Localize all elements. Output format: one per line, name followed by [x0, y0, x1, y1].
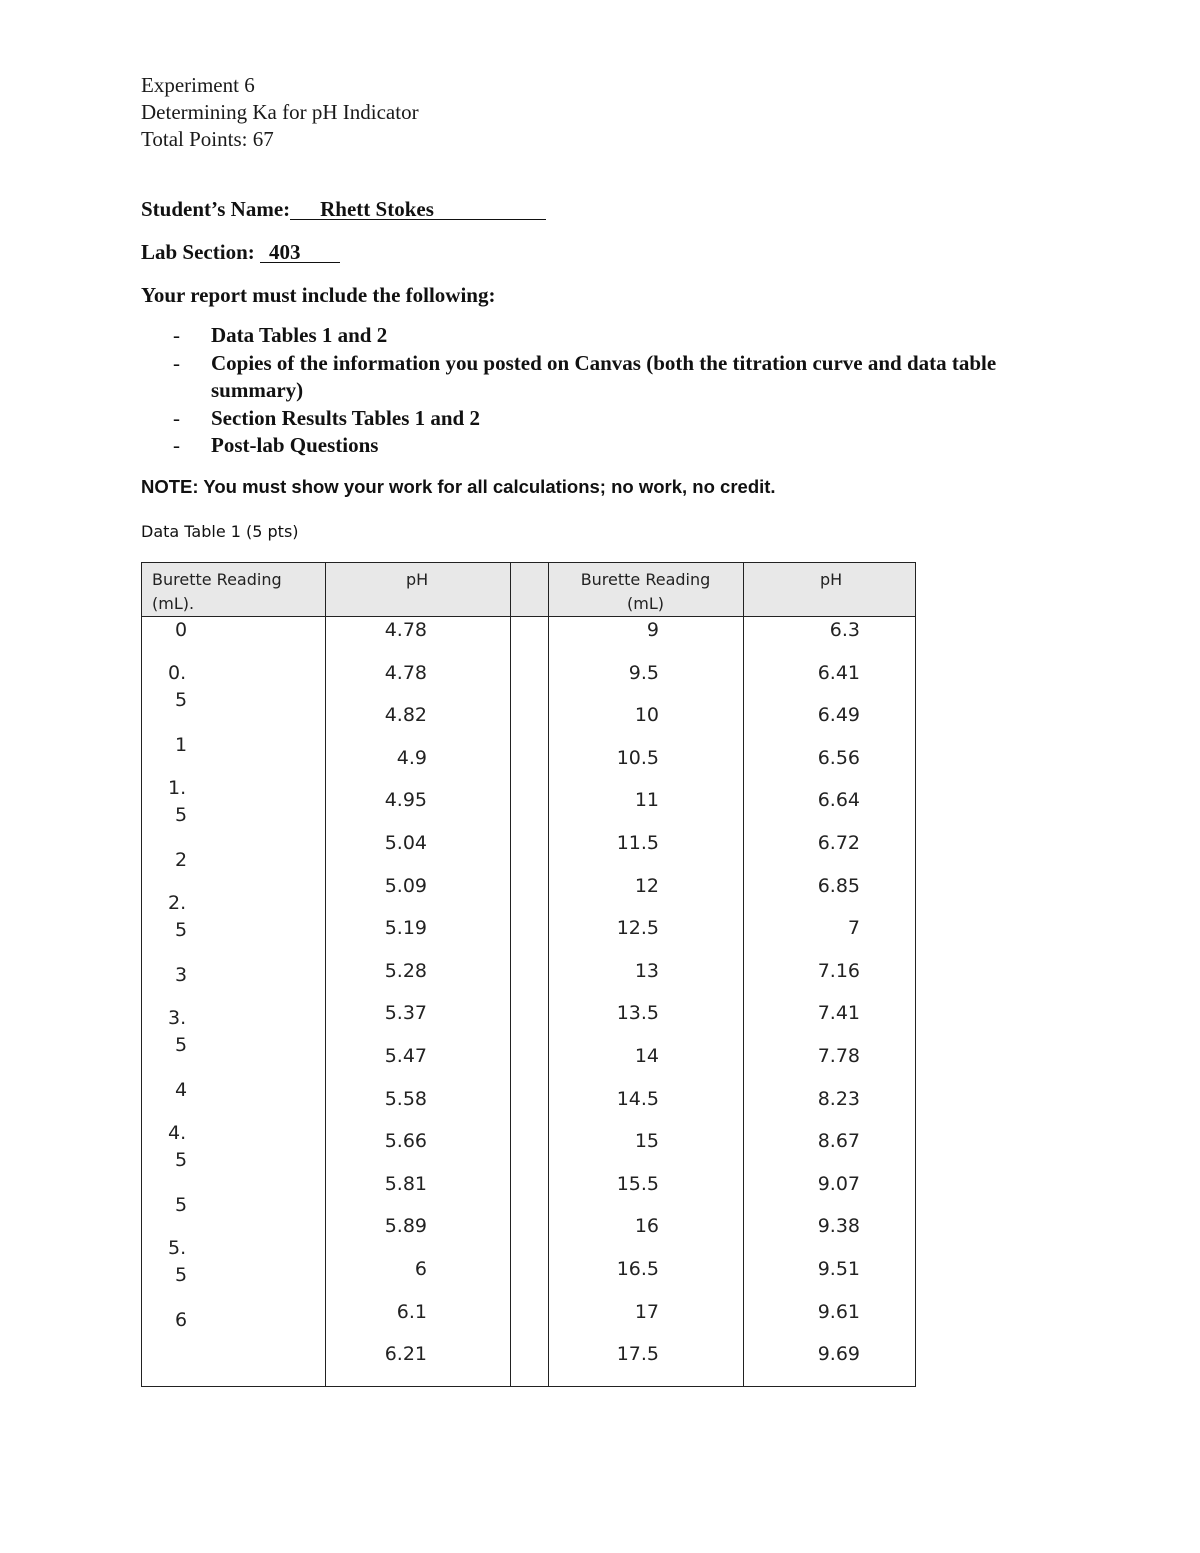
ph-left-cell: 4.78 — [384, 661, 427, 684]
burette-left-cell: 1 — [175, 734, 188, 757]
ph-right-cell: 9.69 — [817, 1343, 860, 1366]
burette-right-cell: 12 — [634, 874, 659, 897]
burette-left-cell: 2. — [168, 891, 187, 914]
lab-section-row — [141, 240, 340, 265]
requirement-text: Copies of the information you posted on Canvas (both the titration curve and data table summary) — [211, 350, 997, 402]
ph-right-cell: 6.3 — [829, 619, 860, 641]
header-ph-right: pH — [820, 570, 843, 589]
student-name-field[interactable] — [290, 199, 546, 220]
requirement-text: Post-lab Questions — [211, 433, 379, 457]
ph-right-cell: 8.67 — [817, 1130, 860, 1153]
ph-left-cell: 6.1 — [396, 1300, 427, 1323]
burette-right-cell: 12.5 — [616, 917, 659, 940]
burette-left-cell: 5 — [175, 1034, 188, 1057]
requirement-text: Section Results Tables 1 and 2 — [211, 405, 480, 430]
student-name-row — [141, 197, 546, 222]
burette-right-cell: 17.5 — [616, 1343, 659, 1366]
lab-section-value: 403 — [269, 240, 301, 264]
ph-left-cell: 6.21 — [384, 1343, 427, 1366]
requirement-text: Data Tables 1 and 2 — [211, 323, 388, 347]
ph-right-cell: 9.07 — [817, 1172, 860, 1195]
lab-section-field[interactable] — [260, 242, 340, 263]
bullet-dash: - — [173, 433, 180, 457]
burette-right-cell: 9 — [646, 619, 659, 641]
burette-right-cell: 16 — [634, 1215, 659, 1238]
ph-right-cell: 6.56 — [817, 746, 860, 769]
requirement-item — [141, 405, 1061, 433]
ph-left-cell: 5.19 — [384, 917, 427, 940]
burette-right-cell: 17 — [634, 1300, 659, 1323]
burette-right-cell: 13.5 — [616, 1002, 659, 1025]
ph-right-cell: 7.78 — [817, 1045, 860, 1067]
ph-right-cell: 7.41 — [817, 1002, 860, 1025]
bullet-dash: - — [173, 350, 180, 375]
burette-left-cell: 3 — [175, 964, 188, 987]
burette-right-cell: 9.5 — [628, 661, 659, 684]
ph-right-cell: 8.23 — [817, 1087, 860, 1110]
burette-left-cell: 5 — [175, 1264, 188, 1287]
bullet-dash: - — [173, 323, 180, 347]
ph-right-cell: 6.64 — [817, 789, 860, 812]
burette-right-cell: 10.5 — [616, 746, 659, 769]
student-name-value: Rhett Stokes — [320, 197, 434, 221]
requirement-item — [141, 432, 1061, 460]
burette-right-cell: 13 — [634, 959, 659, 982]
column-divider — [510, 563, 511, 1386]
ph-left-cell: 5.37 — [384, 1002, 427, 1025]
bullet-dash: - — [173, 405, 180, 430]
header-divider — [142, 616, 915, 617]
total-points: Total Points: 67 — [141, 127, 274, 151]
burette-left-cell: 5 — [175, 1194, 188, 1217]
ph-left-cell: 4.9 — [396, 746, 427, 769]
burette-right-cell: 16.5 — [616, 1258, 659, 1280]
burette-left-cell: 6 — [175, 1309, 188, 1332]
burette-right-cell: 11.5 — [616, 832, 659, 854]
ph-left-cell: 5.28 — [384, 959, 427, 982]
experiment-title: Determining Ka for pH Indicator — [141, 100, 419, 124]
burette-left-cell: 4. — [168, 1121, 187, 1144]
burette-left-cell: 5 — [175, 1149, 188, 1172]
burette-left-cell: 3. — [168, 1006, 187, 1029]
header-burette-right: Burette Reading (mL) — [580, 570, 711, 613]
ph-right-cell: 6.41 — [817, 661, 860, 684]
requirement-item — [141, 350, 1061, 405]
ph-right-cell: 6.49 — [817, 704, 860, 727]
burette-right-cell: 10 — [634, 704, 659, 727]
burette-right-cell: 14.5 — [616, 1087, 659, 1110]
ph-left-cell: 4.95 — [384, 789, 427, 812]
column-divider — [743, 563, 744, 1386]
burette-left-cell: 2 — [175, 849, 188, 872]
student-name-label: Student’s Name: — [141, 197, 291, 221]
burette-left-cell: 1. — [168, 776, 187, 799]
ph-left-cell: 5.58 — [384, 1087, 427, 1110]
ph-left-cell: 4.82 — [384, 704, 427, 727]
data-table-1 — [141, 562, 916, 1387]
burette-right-cell: 14 — [634, 1045, 659, 1067]
ph-right-cell: 7 — [847, 917, 860, 940]
ph-right-cell: 9.61 — [817, 1300, 860, 1323]
burette-left-cell: 0. — [168, 661, 187, 684]
ph-left-cell: 5.47 — [384, 1045, 427, 1067]
ph-left-cell: 5.04 — [384, 832, 427, 854]
ph-left-cell: 5.89 — [384, 1215, 427, 1238]
calculation-note: NOTE: You must show your work for all calculations; no work, no credit. — [141, 476, 776, 497]
column-divider — [548, 563, 549, 1386]
experiment-number: Experiment 6 — [141, 73, 255, 97]
ph-left-cell: 5.81 — [384, 1172, 427, 1195]
ph-left-cell: 4.78 — [384, 619, 427, 641]
requirements-list — [141, 322, 1061, 460]
header-ph-left: pH — [406, 570, 429, 589]
burette-left-cell: 4 — [175, 1079, 188, 1102]
burette-left-cell: 5 — [175, 804, 188, 827]
ph-right-cell: 9.51 — [817, 1258, 860, 1280]
table-caption: Data Table 1 (5 pts) — [141, 522, 299, 541]
ph-right-cell: 7.16 — [817, 959, 860, 982]
burette-right-cell: 15.5 — [616, 1172, 659, 1195]
ph-left-cell: 5.09 — [384, 874, 427, 897]
ph-right-cell: 6.85 — [817, 874, 860, 897]
burette-right-cell: 11 — [634, 789, 659, 812]
requirement-item — [141, 322, 1061, 350]
ph-right-cell: 9.38 — [817, 1215, 860, 1238]
burette-left-cell: 5 — [175, 919, 188, 942]
burette-right-cell: 15 — [634, 1130, 659, 1153]
ph-right-cell: 6.72 — [817, 832, 860, 854]
requirements-intro: Your report must include the following: — [141, 283, 496, 307]
burette-left-cell: 5. — [168, 1236, 187, 1259]
burette-left-cell: 5 — [175, 689, 188, 712]
ph-left-cell: 5.66 — [384, 1130, 427, 1153]
column-divider — [325, 563, 326, 1386]
header-burette-left: Burette Reading (mL). — [152, 570, 282, 613]
lab-section-label: Lab Section: — [141, 240, 255, 264]
ph-left-cell: 6 — [414, 1258, 427, 1280]
burette-left-cell: 0 — [175, 619, 188, 641]
